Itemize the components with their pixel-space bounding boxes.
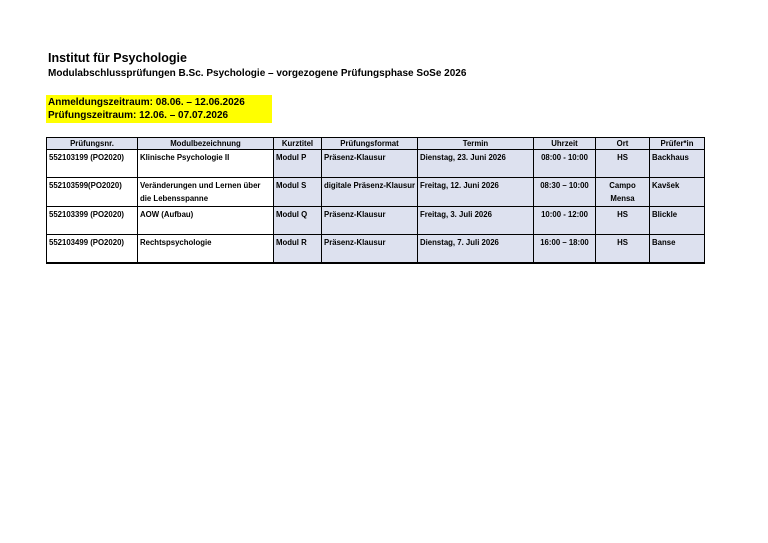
- cell-pruefungsformat: Präsenz-Klausur: [322, 235, 418, 264]
- cell-ort: Campo Mensa: [596, 178, 650, 207]
- exam-period: Prüfungszeitraum: 12.06. – 07.07.2026: [48, 110, 229, 121]
- cell-kurztitel: Modul Q: [274, 207, 322, 235]
- cell-pruefungsnr: 552103599(PO2020): [47, 178, 138, 207]
- table-row: [47, 207, 705, 235]
- exam-table: [46, 137, 705, 264]
- cell-pruefungsformat: Präsenz-Klausur: [322, 207, 418, 235]
- cell-termin: Freitag, 12. Juni 2026: [418, 178, 534, 207]
- cell-uhrzeit: 10:00 - 12:00: [534, 207, 596, 235]
- cell-pruefer: Blickle: [650, 207, 705, 235]
- cell-ort: HS: [596, 207, 650, 235]
- cell-pruefer: Banse: [650, 235, 705, 264]
- cell-pruefungsformat: Präsenz-Klausur: [322, 150, 418, 178]
- cell-modulbezeichnung: Veränderungen und Lernen über die Lebensspanne: [138, 178, 274, 207]
- cell-pruefer: Backhaus: [650, 150, 705, 178]
- cell-pruefungsnr: 552103399 (PO2020): [47, 207, 138, 235]
- column-header-pruefungsnr: Prüfungsnr.: [47, 138, 138, 150]
- cell-pruefungsformat: digitale Präsenz-Klausur: [322, 178, 418, 207]
- cell-kurztitel: Modul P: [274, 150, 322, 178]
- cell-uhrzeit: 16:00 – 18:00: [534, 235, 596, 264]
- table-row: [47, 235, 705, 264]
- period-highlight-box: [46, 95, 272, 123]
- cell-modulbezeichnung: Rechtspsychologie: [138, 235, 274, 264]
- cell-kurztitel: Modul S: [274, 178, 322, 207]
- column-header-ort: Ort: [596, 138, 650, 150]
- cell-termin: Freitag, 3. Juli 2026: [418, 207, 534, 235]
- cell-pruefungsnr: 552103199 (PO2020): [47, 150, 138, 178]
- cell-modulbezeichnung: AOW (Aufbau): [138, 207, 274, 235]
- table-row: [47, 178, 705, 207]
- cell-ort: HS: [596, 150, 650, 178]
- column-header-modulbezeichnung: Modulbezeichnung: [138, 138, 274, 150]
- column-header-termin: Termin: [418, 138, 534, 150]
- column-header-uhrzeit: Uhrzeit: [534, 138, 596, 150]
- column-header-pruefungsformat: Prüfungsformat: [322, 138, 418, 150]
- table-row: [47, 150, 705, 178]
- cell-pruefungsnr: 552103499 (PO2020): [47, 235, 138, 264]
- column-header-pruefer: Prüfer*in: [650, 138, 705, 150]
- cell-pruefer: Kavšek: [650, 178, 705, 207]
- registration-period: Anmeldungszeitraum: 08.06. – 12.06.2026: [48, 97, 245, 108]
- column-header-kurztitel: Kurztitel: [274, 138, 322, 150]
- cell-kurztitel: Modul R: [274, 235, 322, 264]
- cell-termin: Dienstag, 23. Juni 2026: [418, 150, 534, 178]
- cell-termin: Dienstag, 7. Juli 2026: [418, 235, 534, 264]
- cell-ort: HS: [596, 235, 650, 264]
- page-subtitle: Modulabschlussprüfungen B.Sc. Psychologie – vorgezogene Prüfungsphase SoSe 2026: [48, 68, 467, 79]
- page-title: Institut für Psychologie: [48, 51, 187, 65]
- table-header-row: [47, 138, 705, 150]
- cell-modulbezeichnung: Klinische Psychologie II: [138, 150, 274, 178]
- cell-uhrzeit: 08:30 – 10:00: [534, 178, 596, 207]
- cell-uhrzeit: 08:00 - 10:00: [534, 150, 596, 178]
